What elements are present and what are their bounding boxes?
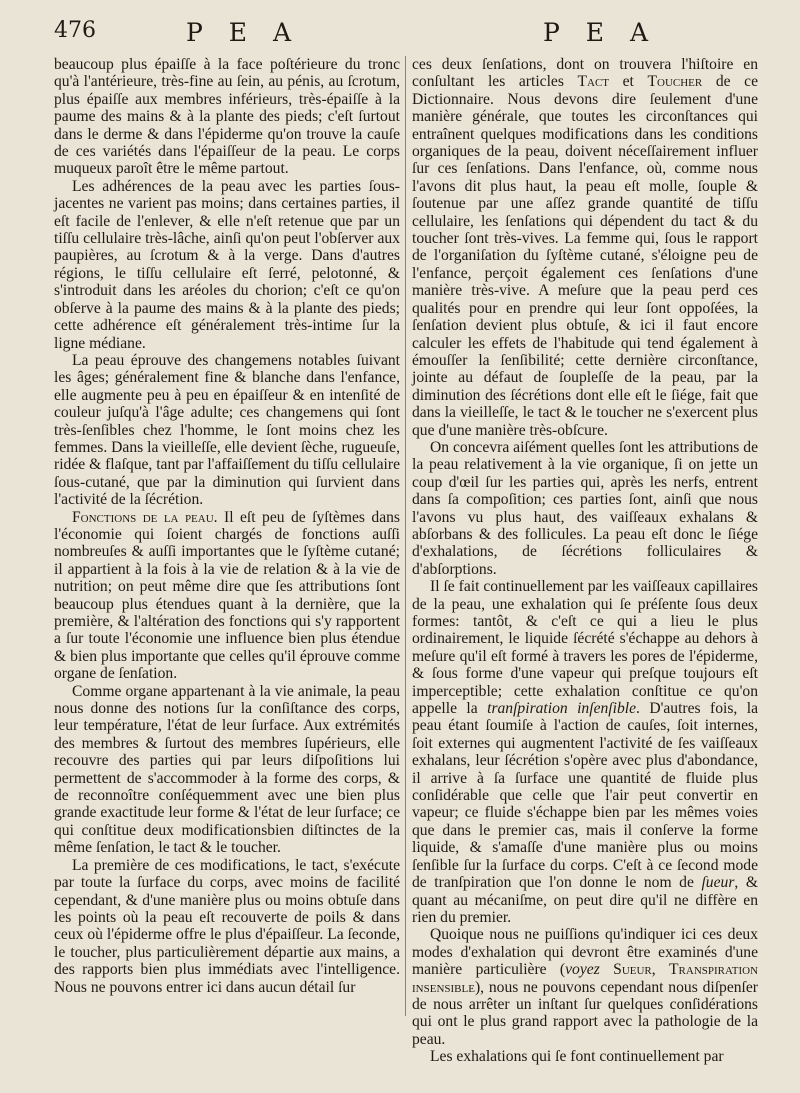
text-run: et	[609, 73, 648, 91]
paragraph	[412, 926, 758, 1048]
paragraph: Les exhalations qui ſe font continuellement par	[430, 1048, 724, 1066]
paragraph: Les adhérences de la peau avec les parties ſous-jacentes ne varient pas moins; dans certaines parties, il eſt facile de l'enlever, & elle n'eſt retenue que par un tiſſu cellulaire très-lâche, ainſi qu'on peut l'obſerver aux paupières, au ſcrotum & à la verge. Dans d'autres régions, le tiſſu cellulaire eſt ſerré, pelotonné, & s'introduit dans les aréoles du chorion; c'eſt ce qu'on obſerve à la paume des mains & à la plante des pieds; cette adhérence eſt généralement très-intime ſur la ligne médiane.	[54, 177, 400, 352]
paragraph	[54, 509, 400, 683]
running-head-right: P E A	[543, 18, 658, 47]
running-head-left: P E A	[186, 18, 301, 47]
paragraph: On concevra aiſément quelles ſont les attributions de la peau relativement à la vie organique, ſi on jette un coup d'œil ſur les parties qui, après les nerfs, entrent dans ſa compoſition; ces parties ſont, ainſi que nous l'avons vu plus haut, des vaiſſeaux exhalans & abſorbans & des follicules. La peau eſt donc le ſiége d'exhalations, de ſécrétions folliculaires & d'abſorptions.	[412, 438, 758, 578]
italic-term: ſueur	[701, 874, 735, 892]
paragraph: La première de ces modifications, le tact, s'exécute par toute la ſurface du corps, avec moins de facilité cependant, & d'une manière plus ou moins obtuſe dans les points où la peau eſt recouverte de poils & dans ceux où l'épiderme offre le plus d'épaiſſeur. La ſeconde, le toucher, plus particulièrement départie aux mains, a des rapports bien plus immédiats avec l'intelligence. Nous ne pouvons entrer ici dans aucun détail ſur	[54, 856, 400, 996]
italic-term: voyez	[565, 961, 600, 979]
paragraph	[412, 56, 758, 439]
cross-reference: Tact	[577, 73, 610, 91]
text-run: , & quant au mécaniſme, on peut dire qu'il ne diffère en rien du premier.	[412, 874, 758, 926]
cross-reference: Sueur	[599, 961, 652, 979]
text-run: . D'autres fois, la peau étant ſoumiſe à l'action de cauſes, ſoit internes, ſoit externes qui augmentent l'activité de ſes vaiſſeaux exhalans, leur ſécrétion s'opère avec plus d'abondance, il arrive à ſa ſurface une quantité de fluide plus conſidérable que celle que l'air peut convertir en vapeur; ce fluide s'échappe bien par les mêmes voies que dans le premier cas, mais il conſerve la forme liquide, & s'amaſſe d'une manière plus ou moins ſenſible ſur la ſurface du corps. C'eſt à ce ſecond mode de tranſpiration que l'on donne le nom de	[412, 700, 758, 892]
paragraph: La peau éprouve des changemens notables ſuivant les âges; généralement fine & blanche dans l'enfance, elle augmente peu à peu en épaiſſeur & en intenſité de couleur juſqu'à l'âge adulte; ces changemens qui ſont très-ſenſibles chez l'homme, le ſont moins chez les femmes. Dans la vieilleſſe, elle devient ſèche, rugueuſe, ridée & flaſque, tant par l'affaiſſement du tiſſu cellulaire ſous-cutané, que par la diminution qui ſurvient dans l'activité de la ſécrétion.	[54, 351, 400, 509]
paragraph: beaucoup plus épaiſſe à la face poſtérieure du tronc qu'à l'antérieure, très-fine au ſein, au pénis, au ſcrotum, plus épaiſſe aux membres inférieurs, très-épaiſſe à la paume des mains & à la plante des pieds; c'eſt ſurtout dans le derme & dans l'épiderme qu'on trouve la cauſe de ces variétés dans l'épaiſſeur de la peau. Le corps muqueux paroît être le même partout.	[54, 56, 400, 178]
text-run: ), nous ne pouvons cependant nous diſpenſer de nous arrêter un inſtant ſur quelques conſidérations qui ont le plus grand rapport avec la pathologie de la peau.	[412, 978, 758, 1048]
cross-reference: Toucher	[647, 73, 703, 91]
cross-reference: Transpiration insensible	[412, 961, 759, 996]
left-column	[54, 56, 400, 1056]
paragraph: Comme organe appartenant à la vie animale, la peau nous donne des notions ſur la conſiſtance des corps, leur température, l'état de leur ſurface. Aux extrémités des membres & ſurtout des membres ſupérieurs, elle recouvre des parties qui par leurs diſpoſitions lui permettent de s'accommoder à la forme des corps, & de reconnoître conſéquemment avec une bien plus grande exactitude leur forme & l'état de leur ſurface; ce qui conſtitue deux modificationsbien diſtinctes de la même ſenſation, le tact & le toucher.	[54, 682, 400, 857]
italic-term: tranſpiration inſenſible	[487, 700, 636, 718]
text-run: ,	[651, 961, 670, 979]
page-number: 476	[54, 18, 96, 43]
text-run: de ce Dictionnaire. Nous devons dire ſeulement d'une manière générale, que toutes les circonſtances qui entraînent quelques modifications dans les conditions organiques de la peau, doivent néceſſairement influer ſur ces ſenſations. Dans l'enfance, où, comme nous l'avons dit plus haut, la peau eſt molle, ſouple & ſoutenue par une aſſez grande quantité de tiſſu cellulaire, les ſenſations qui dépendent du tact & du toucher ſont très-vives. La femme qui, ſous le rapport de l'organiſation du ſyſtème cutané, s'éloigne peu de l'enfance, perçoit également ces ſenſations d'une manière très-vive. A meſure que la peau perd ces qualités pour en prendre qui leur ſont oppoſées, la ſenſation devient plus obtuſe, & ici il faut encore calculer les effets de l'habitude qui tend également à émouſſer la ſenſibilité; cette dernière circonſtance, jointe au défaut de ſoupleſſe de la peau, par la diminution des ſécrétions dont elle eſt le ſiége, fait que dans la vieilleſſe, le tact & le toucher ne s'exercent plus que d'une manière très-obſcure.	[412, 73, 758, 439]
text-run: Il ſe fait continuellement par les vaiſſeaux capillaires de la peau, une exhalation qui ſe préſente ſous deux formes: tantôt, & c'eſt ce qui a lieu le plus ordinairement, le liquide ſécrété s'échappe au dehors à meſure qu'il eſt formé à travers les pores de l'épiderme, & ſous forme d'une vapeur qui preſque toujours eſt imperceptible; cette exhalation conſtitue ce qu'on appelle la	[412, 578, 758, 718]
text-run: Quoique nous ne puiſſions qu'indiquer ici ces deux modes d'exhalation qui devront être examinés d'une manière particulière (	[412, 926, 758, 979]
paragraph-text: Il eſt peu de ſyſtèmes dans l'économie qui ſoient chargés de fonctions auſſi nombreuſes & auſſi importantes que le ſyſtème cutané; il appartient à la fois à la vie de relation & à la vie de nutrition; on peut même dire que ſes attributions ſont beaucoup plus étendues quant à la dernière, que la première, & l'altération des fonctions qui s'y rapportent a ſur toute l'économie une influence bien plus étendue & bien plus importante que celles qu'il éprouve comme organe de ſenſation.	[54, 508, 401, 683]
text-run: ces deux ſenſations, dont on trouvera l'hiſtoire en conſultant les articles	[412, 56, 758, 91]
column-divider	[405, 56, 406, 1016]
section-heading: Fonctions de la peau.	[72, 508, 218, 526]
paragraph	[412, 578, 758, 926]
right-column	[412, 56, 759, 1066]
